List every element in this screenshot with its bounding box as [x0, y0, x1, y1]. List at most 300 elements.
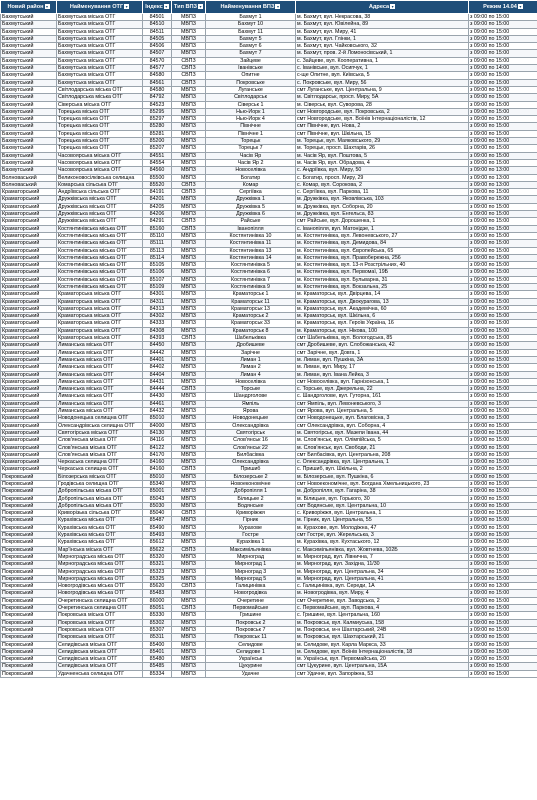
cell-district[interactable]: Бахмутський — [1, 43, 57, 50]
cell-index[interactable]: 84461 — [143, 400, 172, 407]
cell-address[interactable]: м. Костянтинівка, вул. 13-я Розстрільних, 40 — [296, 262, 469, 269]
cell-address[interactable]: м. Новогродівка, вул. Миру, 4 — [296, 590, 469, 597]
cell-district[interactable]: Краматорський — [1, 240, 57, 247]
cell-office-name[interactable]: Північне 1 — [206, 130, 296, 137]
cell-district[interactable]: Краматорський — [1, 356, 57, 363]
cell-office-name[interactable]: Новоекономічне — [206, 481, 296, 488]
cell-community[interactable]: Гродівська селищна ОТГ — [57, 481, 143, 488]
cell-type[interactable]: МВПЗ — [172, 196, 206, 203]
cell-address[interactable]: м. Покровськ, вул. Шахтарський, 21 — [296, 634, 469, 641]
cell-type[interactable]: МВПЗ — [172, 415, 206, 422]
cell-community[interactable]: Бахмутська міська ОТГ — [57, 50, 143, 57]
cell-schedule[interactable]: з 09:00 по 15:00 — [469, 152, 537, 159]
cell-office-name[interactable]: Іванівське — [206, 65, 296, 72]
cell-district[interactable]: Покровський — [1, 634, 57, 641]
cell-schedule[interactable]: з 09:00 по 15:00 — [469, 590, 537, 597]
cell-type[interactable]: МВПЗ — [172, 626, 206, 633]
cell-type[interactable]: МВПЗ — [172, 35, 206, 42]
cell-office-name[interactable]: Максимільянівка — [206, 546, 296, 553]
cell-district[interactable]: Бахмутський — [1, 152, 57, 159]
cell-index[interactable]: 84205 — [143, 203, 172, 210]
cell-type[interactable]: МВПЗ — [172, 429, 206, 436]
cell-schedule[interactable]: з 09:00 по 15:00 — [469, 444, 537, 451]
cell-address[interactable]: м. Бахмут, вул. Чайковського, 32 — [296, 43, 469, 50]
cell-office-name[interactable]: Костянтинівка 11 — [206, 240, 296, 247]
cell-address[interactable]: с. Іванопілля, вул. Матонідзе, 1 — [296, 225, 469, 232]
cell-address[interactable]: с. Гришине, вул. Центральна, 160 — [296, 612, 469, 619]
cell-type[interactable]: МВПЗ — [172, 481, 206, 488]
cell-community[interactable]: Лиманська міська ОТГ — [57, 364, 143, 371]
cell-office-name[interactable]: Краматорськ 11 — [206, 298, 296, 305]
cell-schedule[interactable]: з 09:00 по 15:00 — [469, 568, 537, 575]
cell-district[interactable]: Бахмутський — [1, 159, 57, 166]
cell-index[interactable]: 84501 — [143, 14, 172, 21]
cell-address[interactable]: м. Костянтинівка, вул. Левоневського, 27 — [296, 232, 469, 239]
cell-community[interactable]: Костянтинівська міська ОТГ — [57, 262, 143, 269]
cell-type[interactable]: МВПЗ — [172, 152, 206, 159]
cell-community[interactable]: Торецька міська ОТГ — [57, 130, 143, 137]
cell-schedule[interactable]: з 09:00 по 15:00 — [469, 364, 537, 371]
cell-index[interactable]: 84554 — [143, 159, 172, 166]
cell-address[interactable]: м. Селидове, вул. Карла Маркса, 33 — [296, 641, 469, 648]
cell-office-name[interactable]: Дружківка 1 — [206, 196, 296, 203]
cell-schedule[interactable]: з 09:00 по 15:00 — [469, 225, 537, 232]
cell-community[interactable]: Мирноградська міська ОТГ — [57, 561, 143, 568]
cell-district[interactable]: Краматорський — [1, 327, 57, 334]
cell-type[interactable]: МВПЗ — [172, 444, 206, 451]
cell-community[interactable]: Лиманська міська ОТГ — [57, 342, 143, 349]
cell-type[interactable]: МВПЗ — [172, 634, 206, 641]
cell-schedule[interactable]: з 09:00 по 15:00 — [469, 532, 537, 539]
cell-office-name[interactable]: Бахмут 5 — [206, 35, 296, 42]
cell-schedule[interactable]: з 09:00 по 15:00 — [469, 656, 537, 663]
cell-index[interactable]: 84311 — [143, 298, 172, 305]
cell-office-name[interactable]: Краматорськ 1 — [206, 291, 296, 298]
cell-office-name[interactable]: Часів Яр 2 — [206, 159, 296, 166]
cell-index[interactable]: 84431 — [143, 378, 172, 385]
cell-type[interactable]: МВПЗ — [172, 327, 206, 334]
cell-community[interactable]: Торецька міська ОТГ — [57, 108, 143, 115]
cell-office-name[interactable]: Покровськ 2 — [206, 619, 296, 626]
cell-schedule[interactable]: з 09:00 по 15:00 — [469, 634, 537, 641]
cell-district[interactable]: Покровський — [1, 546, 57, 553]
cell-community[interactable]: Костянтинівська міська ОТГ — [57, 254, 143, 261]
cell-office-name[interactable]: Торське — [206, 386, 296, 393]
cell-community[interactable]: Костянтинівська міська ОТГ — [57, 225, 143, 232]
cell-type[interactable]: СВПЗ — [172, 510, 206, 517]
cell-community[interactable]: Костянтинівська міська ОТГ — [57, 232, 143, 239]
cell-index[interactable]: 84401 — [143, 356, 172, 363]
cell-type[interactable]: СВПЗ — [172, 218, 206, 225]
cell-type[interactable]: МВПЗ — [172, 167, 206, 174]
cell-type[interactable]: МВПЗ — [172, 14, 206, 21]
cell-index[interactable]: 85302 — [143, 619, 172, 626]
cell-schedule[interactable]: з 09:00 по 14:00 — [469, 65, 537, 72]
cell-office-name[interactable]: Святогірськ — [206, 429, 296, 436]
cell-office-name[interactable]: Бахмут 7 — [206, 50, 296, 57]
cell-index[interactable]: 85281 — [143, 130, 172, 137]
cell-index[interactable]: 84430 — [143, 393, 172, 400]
cell-address[interactable]: м. Святогірськ, вул. Мазепи Івана, 44 — [296, 429, 469, 436]
cell-address[interactable]: м. Краматорськ, вул. Двокурагова, 13 — [296, 298, 469, 305]
cell-index[interactable]: 84000 — [143, 422, 172, 429]
cell-address[interactable]: м. Торецьк, просп. Шахтарів, 26 — [296, 145, 469, 152]
cell-district[interactable]: Бахмутський — [1, 94, 57, 101]
cell-type[interactable]: МВПЗ — [172, 597, 206, 604]
cell-district[interactable]: Краматорський — [1, 422, 57, 429]
cell-address[interactable]: смт Очеретине, вул. Заводська, 2 — [296, 597, 469, 604]
cell-address[interactable]: м. Мирноград, вул. Центральна, 41 — [296, 575, 469, 582]
cell-community[interactable]: Святогірська міська ОТГ — [57, 429, 143, 436]
cell-office-name[interactable]: Водянське — [206, 502, 296, 509]
cell-type[interactable]: СВПЗ — [172, 79, 206, 86]
cell-index[interactable]: 85485 — [143, 663, 172, 670]
cell-schedule[interactable]: з 09:00 по 15:00 — [469, 240, 537, 247]
cell-district[interactable]: Краматорський — [1, 437, 57, 444]
cell-office-name[interactable]: Курахівка 1 — [206, 539, 296, 546]
cell-type[interactable]: МВПЗ — [172, 656, 206, 663]
cell-address[interactable]: смт Олександрівка, вул. Соборна, 4 — [296, 422, 469, 429]
cell-index[interactable]: 85334 — [143, 670, 172, 677]
cell-office-name[interactable]: Покровськ 7 — [206, 626, 296, 633]
cell-index[interactable]: 85001 — [143, 488, 172, 495]
cell-community[interactable]: Бахмутська міська ОТГ — [57, 57, 143, 64]
cell-district[interactable]: Краматорський — [1, 189, 57, 196]
cell-address[interactable]: м. Курахівка, вул. Кухтаського, 12 — [296, 539, 469, 546]
cell-type[interactable]: МВПЗ — [172, 532, 206, 539]
cell-type[interactable]: МВПЗ — [172, 320, 206, 327]
cell-district[interactable]: Краматорський — [1, 211, 57, 218]
cell-community[interactable]: Бахмутська міська ОТГ — [57, 28, 143, 35]
cell-schedule[interactable]: з 09:00 по 15:00 — [469, 335, 537, 342]
cell-community[interactable]: Краматорська міська ОТГ — [57, 298, 143, 305]
cell-office-name[interactable]: Костянтинівка 9 — [206, 283, 296, 290]
cell-office-name[interactable]: Сіверськ 1 — [206, 101, 296, 108]
cell-office-name[interactable]: Костянтинівка 5 — [206, 262, 296, 269]
cell-index[interactable]: 85500 — [143, 174, 172, 181]
cell-index[interactable]: 85207 — [143, 145, 172, 152]
cell-index[interactable]: 85200 — [143, 138, 172, 145]
cell-community[interactable]: Сіверська міська ОТГ — [57, 101, 143, 108]
cell-office-name[interactable]: Пришиб — [206, 466, 296, 473]
cell-office-name[interactable]: Бахмут 1 — [206, 14, 296, 21]
cell-type[interactable]: МВПЗ — [172, 393, 206, 400]
cell-schedule[interactable]: з 09:00 по 15:00 — [469, 123, 537, 130]
cell-index[interactable]: 85622 — [143, 546, 172, 553]
cell-schedule[interactable]: з 09:00 по 15:00 — [469, 619, 537, 626]
column-header-index[interactable]: Індекс ▾ — [143, 1, 172, 14]
cell-office-name[interactable]: Новодонецьке — [206, 415, 296, 422]
cell-office-name[interactable]: Селидове — [206, 641, 296, 648]
cell-index[interactable]: 85111 — [143, 240, 172, 247]
cell-schedule[interactable]: з 09:00 по 15:00 — [469, 159, 537, 166]
cell-community[interactable]: Дружківська міська ОТГ — [57, 196, 143, 203]
cell-address[interactable]: м. Лиман, вул. Івана Лейка, 3 — [296, 371, 469, 378]
cell-district[interactable]: Покровський — [1, 524, 57, 531]
cell-index[interactable]: 84580 — [143, 86, 172, 93]
cell-type[interactable]: МВПЗ — [172, 94, 206, 101]
cell-index[interactable]: 86000 — [143, 597, 172, 604]
cell-community[interactable]: Бахмутська міська ОТГ — [57, 14, 143, 21]
cell-office-name[interactable]: Олександрівка — [206, 422, 296, 429]
cell-office-name[interactable]: Билбасівка — [206, 451, 296, 458]
cell-index[interactable]: 84510 — [143, 21, 172, 28]
cell-district[interactable]: Волноваський — [1, 181, 57, 188]
cell-community[interactable]: Мирноградська міська ОТГ — [57, 553, 143, 560]
cell-type[interactable]: МВПЗ — [172, 305, 206, 312]
cell-address[interactable]: м. Курахове, вул. Молодіжна, 47 — [296, 524, 469, 531]
cell-community[interactable]: Покровська міська ОТГ — [57, 612, 143, 619]
cell-index[interactable]: 84201 — [143, 196, 172, 203]
cell-community[interactable]: Лиманська міська ОТГ — [57, 378, 143, 385]
cell-index[interactable]: 85107 — [143, 276, 172, 283]
cell-address[interactable]: с. Сергіївка, вул. Паркова, 11 — [296, 189, 469, 196]
cell-index[interactable]: 84580 — [143, 72, 172, 79]
cell-index[interactable]: 84302 — [143, 313, 172, 320]
cell-office-name[interactable]: Криворіжжя — [206, 510, 296, 517]
cell-address[interactable]: м. Селидове, вул. Воїнів Інтернаціоналістів, 18 — [296, 648, 469, 655]
cell-community[interactable]: Курахівська міська ОТГ — [57, 539, 143, 546]
cell-office-name[interactable]: Краматорськ 13 — [206, 305, 296, 312]
cell-index[interactable]: 85106 — [143, 269, 172, 276]
cell-district[interactable]: Краматорський — [1, 342, 57, 349]
cell-address[interactable]: м. Дружківка, вул. Яковлівська, 103 — [296, 196, 469, 203]
cell-schedule[interactable]: з 09:00 по 15:00 — [469, 342, 537, 349]
cell-index[interactable]: 85340 — [143, 481, 172, 488]
cell-community[interactable]: Покровська міська ОТГ — [57, 634, 143, 641]
cell-office-name[interactable]: Костянтинівка 6 — [206, 269, 296, 276]
cell-district[interactable]: Бахмутський — [1, 21, 57, 28]
cell-index[interactable]: 84444 — [143, 386, 172, 393]
cell-index[interactable]: 84506 — [143, 43, 172, 50]
cell-index[interactable]: 84507 — [143, 50, 172, 57]
cell-address[interactable]: м. Дружківка, вул. Соборна, 20 — [296, 203, 469, 210]
cell-community[interactable]: Бахмутська міська ОТГ — [57, 79, 143, 86]
cell-district[interactable]: Краматорський — [1, 364, 57, 371]
cell-index[interactable]: 85043 — [143, 495, 172, 502]
cell-schedule[interactable]: з 09:00 по 15:00 — [469, 138, 537, 145]
cell-address[interactable]: с. Шандрголове, вул. Гуторна, 161 — [296, 393, 469, 400]
cell-schedule[interactable]: з 09:00 по 15:00 — [469, 43, 537, 50]
cell-community[interactable]: Криворізька сільська ОТГ — [57, 510, 143, 517]
cell-district[interactable]: Краматорський — [1, 371, 57, 378]
cell-schedule[interactable]: з 09:00 по 15:00 — [469, 313, 537, 320]
cell-index[interactable]: 84442 — [143, 349, 172, 356]
cell-index[interactable]: 84393 — [143, 335, 172, 342]
cell-district[interactable]: Покровський — [1, 605, 57, 612]
cell-type[interactable]: СВПЗ — [172, 335, 206, 342]
cell-address[interactable]: смт Зарічне, вул. Довга, 1 — [296, 349, 469, 356]
cell-index[interactable]: 85311 — [143, 634, 172, 641]
cell-community[interactable]: Олександрівська селищна ОТГ — [57, 422, 143, 429]
cell-index[interactable]: 84308 — [143, 327, 172, 334]
filter-dropdown-icon[interactable]: ▾ — [276, 4, 279, 10]
cell-district[interactable]: Покровський — [1, 561, 57, 568]
cell-type[interactable]: МВПЗ — [172, 28, 206, 35]
cell-index[interactable]: 84792 — [143, 94, 172, 101]
cell-district[interactable]: Покровський — [1, 568, 57, 575]
cell-office-name[interactable]: Костянтинівка 14 — [206, 254, 296, 261]
cell-schedule[interactable]: з 09:00 по 13:00 — [469, 583, 537, 590]
cell-index[interactable]: 85620 — [143, 583, 172, 590]
cell-index[interactable]: 85321 — [143, 561, 172, 568]
cell-type[interactable]: МВПЗ — [172, 130, 206, 137]
cell-district[interactable]: Бахмутський — [1, 108, 57, 115]
cell-community[interactable]: Краматорська міська ОТГ — [57, 327, 143, 334]
cell-type[interactable]: СВПЗ — [172, 72, 206, 79]
cell-district[interactable]: Покровський — [1, 626, 57, 633]
cell-type[interactable]: МВПЗ — [172, 145, 206, 152]
cell-index[interactable]: 85483 — [143, 590, 172, 597]
cell-schedule[interactable]: з 09:00 по 15:00 — [469, 203, 537, 210]
cell-address[interactable]: с. Богатир, просп. Миру, 29 — [296, 174, 469, 181]
cell-schedule[interactable]: з 09:00 по 15:00 — [469, 116, 537, 123]
cell-office-name[interactable]: Покровськ 11 — [206, 634, 296, 641]
cell-schedule[interactable]: з 09:00 по 15:00 — [469, 400, 537, 407]
cell-community[interactable]: Великоновосілківська селищна — [57, 174, 143, 181]
cell-district[interactable]: Краматорський — [1, 313, 57, 320]
cell-schedule[interactable]: з 09:00 по 15:00 — [469, 108, 537, 115]
cell-community[interactable]: Лиманська міська ОТГ — [57, 371, 143, 378]
cell-index[interactable]: 85325 — [143, 575, 172, 582]
cell-district[interactable]: Покровський — [1, 481, 57, 488]
cell-type[interactable]: СВПЗ — [172, 225, 206, 232]
cell-type[interactable]: МВПЗ — [172, 254, 206, 261]
cell-office-name[interactable]: Мирноград 1 — [206, 561, 296, 568]
cell-district[interactable]: Бахмутський — [1, 35, 57, 42]
cell-schedule[interactable]: з 09:00 по 15:00 — [469, 502, 537, 509]
cell-schedule[interactable]: з 09:00 по 15:00 — [469, 437, 537, 444]
cell-address[interactable]: м. Краматорськ, вул. Двірцева, 14 — [296, 291, 469, 298]
cell-address[interactable]: смт Дробишеве, вул. Слобожанська, 42 — [296, 342, 469, 349]
cell-community[interactable]: Костянтинівська міська ОТГ — [57, 276, 143, 283]
column-header-type[interactable]: Тип ВПЗ ▾ — [172, 1, 206, 14]
cell-type[interactable]: МВПЗ — [172, 21, 206, 28]
cell-district[interactable]: Покровський — [1, 612, 57, 619]
cell-office-name[interactable]: Новогродівка — [206, 590, 296, 597]
cell-community[interactable]: Очеретинська селищна ОТГ — [57, 597, 143, 604]
cell-index[interactable]: 84206 — [143, 211, 172, 218]
cell-community[interactable]: Краматорська міська ОТГ — [57, 291, 143, 298]
cell-address[interactable]: м. Мирноград, вул. Центральна, 34 — [296, 568, 469, 575]
cell-type[interactable]: МВПЗ — [172, 451, 206, 458]
cell-type[interactable]: МВПЗ — [172, 50, 206, 57]
cell-index[interactable]: 84160 — [143, 459, 172, 466]
cell-index[interactable]: 85320 — [143, 553, 172, 560]
cell-index[interactable]: 84432 — [143, 408, 172, 415]
cell-office-name[interactable]: Північне — [206, 123, 296, 130]
cell-schedule[interactable]: з 09:00 по 15:00 — [469, 101, 537, 108]
cell-type[interactable]: МВПЗ — [172, 123, 206, 130]
cell-community[interactable]: Покровська міська ОТГ — [57, 619, 143, 626]
cell-office-name[interactable]: Зарічне — [206, 349, 296, 356]
cell-office-name[interactable]: Гришине — [206, 612, 296, 619]
cell-index[interactable]: 85109 — [143, 283, 172, 290]
filter-dropdown-icon[interactable]: ▾ — [125, 4, 128, 10]
cell-type[interactable]: МВПЗ — [172, 276, 206, 283]
cell-office-name[interactable]: Нью-Йорк 4 — [206, 116, 296, 123]
cell-schedule[interactable]: з 09:00 по 15:00 — [469, 86, 537, 93]
cell-office-name[interactable]: Зайцеве — [206, 57, 296, 64]
cell-type[interactable]: МВПЗ — [172, 378, 206, 385]
cell-schedule[interactable]: з 09:00 по 15:00 — [469, 254, 537, 261]
cell-type[interactable]: МВПЗ — [172, 211, 206, 218]
cell-type[interactable]: МВПЗ — [172, 568, 206, 575]
cell-district[interactable]: Бахмутський — [1, 79, 57, 86]
cell-schedule[interactable]: з 09:00 по 15:00 — [469, 648, 537, 655]
cell-index[interactable]: 85280 — [143, 123, 172, 130]
cell-address[interactable]: м. Світлодарськ, просп. Миру, 5А — [296, 94, 469, 101]
cell-district[interactable]: Покровський — [1, 495, 57, 502]
cell-address[interactable]: с. Комар, вул. Сорокова, 2 — [296, 181, 469, 188]
cell-schedule[interactable]: з 09:00 по 15:00 — [469, 130, 537, 137]
cell-district[interactable]: Покровський — [1, 583, 57, 590]
cell-address[interactable]: с. Іванівське, вул. Осипчук, 1 — [296, 65, 469, 72]
cell-type[interactable]: МВПЗ — [172, 86, 206, 93]
cell-address[interactable]: смт Новоселівка, вул. Гарнізонська, 1 — [296, 378, 469, 385]
cell-schedule[interactable]: з 09:00 по 15:00 — [469, 189, 537, 196]
cell-office-name[interactable]: Білозерське 2 — [206, 473, 296, 480]
cell-address[interactable]: м. Покровськ, вул. Калмиуська, 158 — [296, 619, 469, 626]
cell-index[interactable]: 85105 — [143, 262, 172, 269]
cell-address[interactable]: м. Мирноград, вул. Західна, 11/30 — [296, 561, 469, 568]
cell-district[interactable]: Бахмутський — [1, 116, 57, 123]
cell-index[interactable]: 85160 — [143, 225, 172, 232]
cell-schedule[interactable]: з 09:00 по 15:00 — [469, 553, 537, 560]
cell-address[interactable]: м. Краматорськ, вул. Академічна, 60 — [296, 305, 469, 312]
cell-office-name[interactable]: Гірник — [206, 517, 296, 524]
cell-schedule[interactable]: з 09:00 по 15:00 — [469, 218, 537, 225]
cell-office-name[interactable]: Ярова — [206, 408, 296, 415]
cell-address[interactable]: смт Новгородське, вул. Воїнів Інтернаціоналістів, 12 — [296, 116, 469, 123]
cell-district[interactable]: Краматорський — [1, 232, 57, 239]
cell-type[interactable]: МВПЗ — [172, 502, 206, 509]
cell-district[interactable]: Бахмутський — [1, 123, 57, 130]
cell-community[interactable]: Лиманська міська ОТГ — [57, 400, 143, 407]
cell-type[interactable]: МВПЗ — [172, 269, 206, 276]
cell-address[interactable]: м. Лиман, вул. Пушкіна, 3А — [296, 356, 469, 363]
cell-community[interactable]: Дружківська міська ОТГ — [57, 211, 143, 218]
cell-community[interactable]: Селидівська міська ОТГ — [57, 656, 143, 663]
cell-community[interactable]: Селидівська міська ОТГ — [57, 648, 143, 655]
cell-index[interactable]: 85401 — [143, 648, 172, 655]
cell-office-name[interactable]: Селидове 1 — [206, 648, 296, 655]
cell-schedule[interactable]: з 09:00 по 15:00 — [469, 605, 537, 612]
cell-address[interactable]: м. Костянтинівка, вул. Вокзальна, 25 — [296, 283, 469, 290]
cell-index[interactable]: 84577 — [143, 65, 172, 72]
cell-office-name[interactable]: Гостре — [206, 532, 296, 539]
cell-address[interactable]: смт Північне, вул. Нова, 2 — [296, 123, 469, 130]
cell-office-name[interactable]: Мирноград 5 — [206, 575, 296, 582]
cell-office-name[interactable]: Світлодарськ — [206, 94, 296, 101]
cell-community[interactable]: Білозерська міська ОТГ — [57, 473, 143, 480]
cell-address[interactable]: смт Новоекономічне, вул. Богдана Хмельницького, 23 — [296, 481, 469, 488]
cell-schedule[interactable]: з 09:00 по 15:00 — [469, 495, 537, 502]
cell-district[interactable]: Покровський — [1, 502, 57, 509]
cell-community[interactable]: Бахмутська міська ОТГ — [57, 43, 143, 50]
cell-community[interactable]: Лиманська міська ОТГ — [57, 408, 143, 415]
cell-office-name[interactable]: Опитне — [206, 72, 296, 79]
cell-index[interactable]: 85400 — [143, 641, 172, 648]
cell-community[interactable]: Слов'янська міська ОТГ — [57, 437, 143, 444]
cell-type[interactable]: МВПЗ — [172, 619, 206, 626]
cell-district[interactable]: Покровський — [1, 656, 57, 663]
cell-schedule[interactable]: з 09:00 по 15:00 — [469, 459, 537, 466]
cell-address[interactable]: м. Костянтинівка, вул. Європейська, 65 — [296, 247, 469, 254]
cell-district[interactable]: Краматорський — [1, 466, 57, 473]
cell-schedule[interactable]: з 09:00 по 15:00 — [469, 517, 537, 524]
cell-community[interactable]: Курахівська міська ОТГ — [57, 532, 143, 539]
